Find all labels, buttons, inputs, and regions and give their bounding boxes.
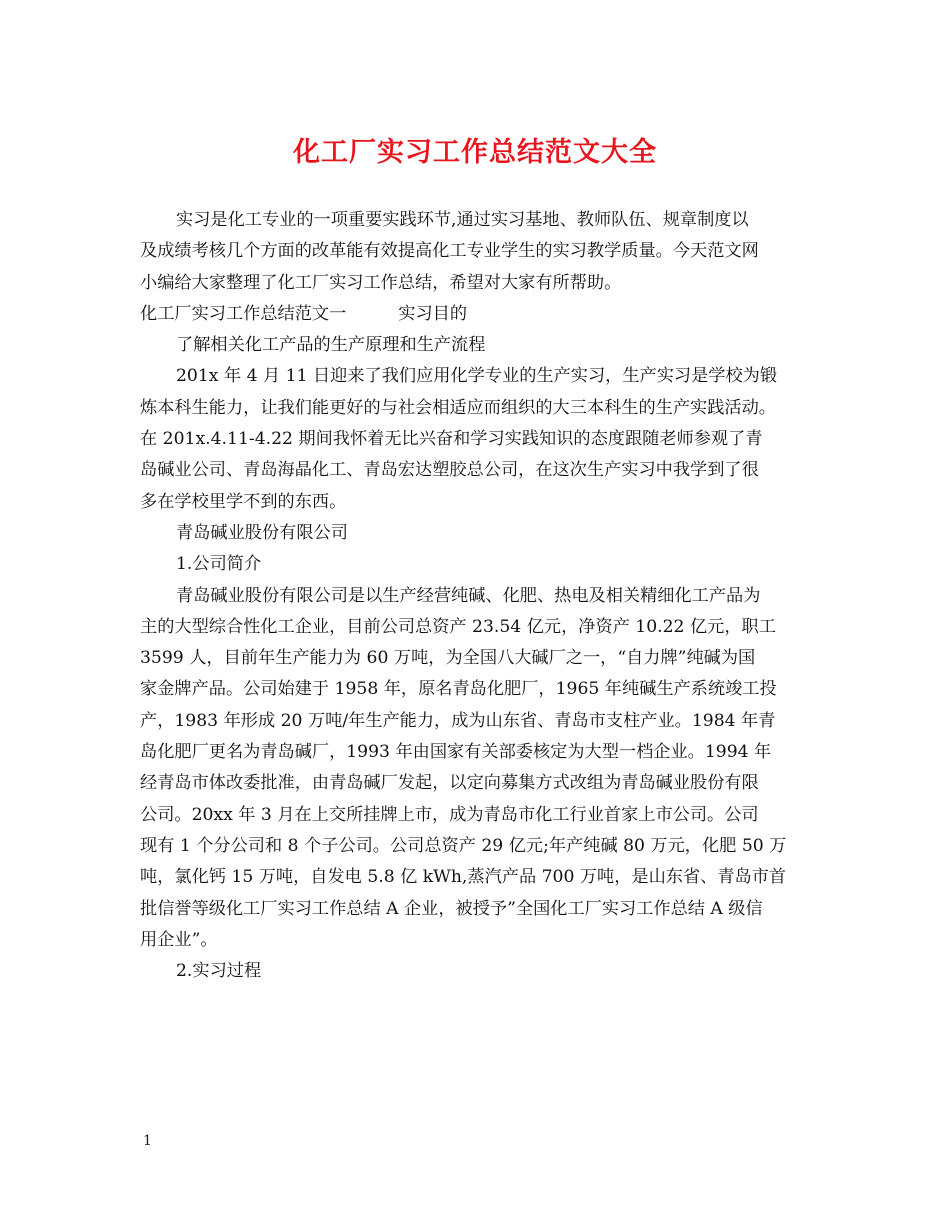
page-number: 1	[143, 1133, 152, 1149]
purpose-line: 了解相关化工产品的生产原理和生产流程	[176, 335, 486, 356]
document-body	[140, 205, 816, 987]
paragraph-line: 产，1983 年形成 20 万吨/年生产能力，成为山东省、青岛市支柱产业。1984 年青	[140, 710, 776, 731]
section-heading	[140, 299, 816, 330]
intro-line: 实习是化工专业的一项重要实践环节,通过实习基地、教师队伍、规章制度以	[176, 210, 749, 230]
paragraph-line: 用企业”。	[140, 929, 218, 950]
paragraph-line: 家金牌产品。公司始建于 1958 年，原名青岛化肥厂，1965 年纯碱生产系统竣工投	[140, 679, 777, 700]
paragraph-line: 201x 年 4 月 11 日迎来了我们应用化学专业的生产实习，生产实习是学校为锻	[176, 366, 778, 387]
paragraph-line: 岛化肥厂更名为青岛碱厂，1993 年由国家有关部委核定为大型一档企业。1994 年	[140, 742, 772, 763]
paragraph-line: 批信誉等级化工厂实习工作总结 A 企业，被授予”全国化工厂实习工作总结 A 级信	[140, 898, 763, 919]
paragraph-line: 多在学校里学不到的东西。	[140, 491, 347, 512]
subsection-heading: 2.实习过程	[176, 961, 262, 982]
paragraph-line: 公司。20xx 年 3 月在上交所挂牌上市，成为青岛市化工行业首家上市公司。公司	[140, 804, 759, 825]
paragraph-line: 炼本科生能力，让我们能更好的与社会相适应而组织的大三本科生的生产实践活动。	[140, 397, 776, 418]
paragraph-line: 3599 人，目前年生产能力为 60 万吨，为全国八大碱厂之一，“自力牌”纯碱为国	[140, 648, 756, 669]
section-heading-title: 化工厂实习工作总结范文一	[140, 303, 347, 324]
document-title: 化工厂实习工作总结范文大全	[293, 137, 657, 168]
subsection-heading: 1.公司简介	[176, 554, 262, 575]
paragraph-line: 经青岛市体改委批准，由青岛碱厂发起，以定向募集方式改组为青岛碱业股份有限	[140, 773, 759, 794]
paragraph-line: 青岛碱业股份有限公司是以生产经营纯碱、化肥、热电及相关精细化工产品为	[176, 585, 761, 606]
paragraph-line: 吨，氯化钙 15 万吨，自发电 5.8 亿 kWh,蒸汽产品 700 万吨，是山东省、青岛市首	[140, 867, 787, 888]
intro-line: 及成绩考核几个方面的改革能有效提高化工专业学生的实习教学质量。今天范文网	[140, 241, 759, 262]
intro-line: 小编给大家整理了化工厂实习工作总结，希望对大家有所帮助。	[140, 272, 622, 293]
company-name: 青岛碱业股份有限公司	[176, 522, 348, 543]
section-heading-subtitle: 实习目的	[398, 303, 468, 324]
paragraph-line: 主的大型综合性化工企业，目前公司总资产 23.54 亿元，净资产 10.22 亿元，职工	[140, 616, 776, 637]
paragraph-line: 现有 1 个分公司和 8 个子公司。公司总资产 29 亿元;年产纯碱 80 万元，化肥 50 万	[140, 835, 787, 856]
paragraph-line: 岛碱业公司、青岛海晶化工、青岛宏达塑胶总公司，在这次生产实习中我学到了很	[140, 460, 759, 481]
paragraph-line: 在 201x.4.11-4.22 期间我怀着无比兴奋和学习实践知识的态度跟随老师参观了青	[140, 429, 763, 450]
